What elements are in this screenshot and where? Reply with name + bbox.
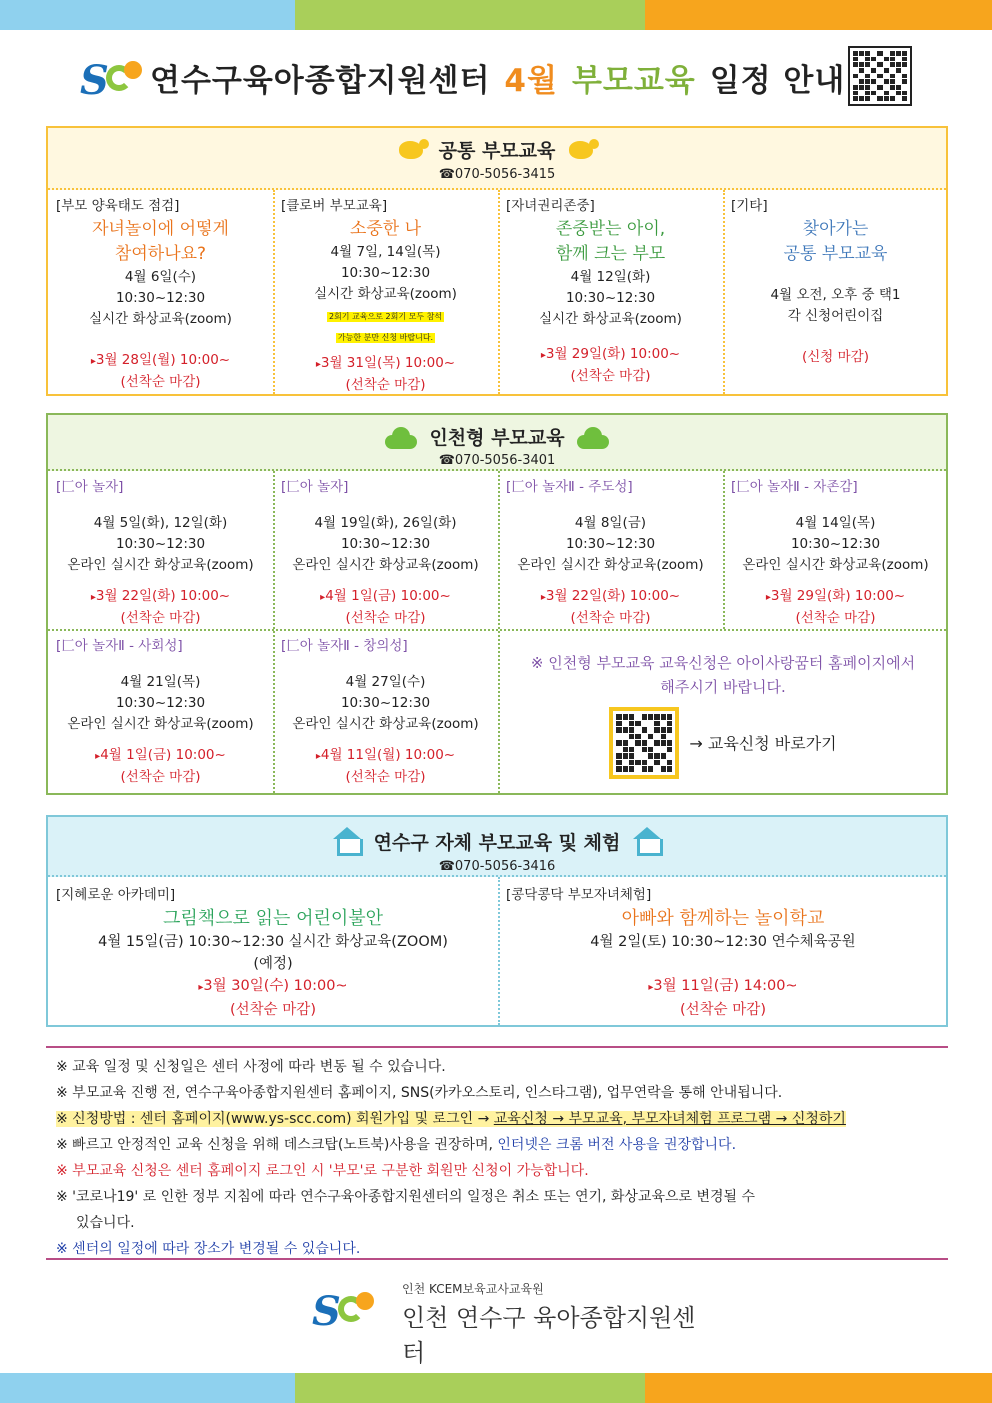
notice-line: ※ 부모교육 진행 전, 연수구육아종합지원센터 홈페이지, SNS(카카오스토리, 인스타그램), 업무연락을 통해 안내됩니다.: [56, 1085, 783, 1101]
incheon-parent-education-section: [46, 413, 948, 795]
program-card: [匚아 놀자Ⅱ - 창의성] 4월 27일(수) 10:30~12:30 온라인 실시간 화상교육(zoom) ▸4월 11일(월) 10:00~ (선착순 마감): [281, 638, 479, 785]
notice-line: ※ 빠르고 안정적인 교육 신청을 위해 데스크탑(노트북)사용을 권장하며, 인터넷은 크롬 버전 사용을 권장합니다.: [56, 1137, 737, 1153]
incheon-notice: ※ 인천형 부모교육 교육신청은 아이사랑꿈터 홈페이지에서 해주시기 바랍니다. → 교육신청 바로가기: [500, 651, 946, 791]
notice-line: ※ 교육 일정 및 신청일은 센터 사정에 따라 변동 될 수 있습니다.: [56, 1059, 446, 1075]
section-phone: ☎070-5056-3401: [438, 452, 556, 468]
cloud-icon: [383, 425, 419, 449]
house-icon: [330, 827, 364, 855]
notice-line: 있습니다.: [76, 1215, 135, 1231]
notice-line: ※ 신청방법 : 센터 홈페이지(www.ys-scc.com) 회원가입 및 로그인 → 교육신청 → 부모교육, 부모자녀체험 프로그램 → 신청하기: [56, 1111, 846, 1127]
notice-line: ※ 센터의 일정에 따라 장소가 변경될 수 있습니다.: [56, 1241, 361, 1257]
notice-line: ※ '코로나19' 로 인한 정부 지침에 따라 연수구육아종합지원센터의 일정은 취소 또는 연기, 화상교육으로 변경될 수: [56, 1189, 756, 1205]
program-card: [기타] 찾아가는 공통 부모교육 4월 오전, 오후 중 택1 각 신청어린이집 (신청 마감): [731, 198, 901, 365]
program-card: [匚아 놀자Ⅱ - 사회성] 4월 21일(목) 10:30~12:30 온라인 실시간 화상교육(zoom) ▸4월 1일(금) 10:00~ (선착순 마감): [56, 638, 254, 785]
program-card: [부모 양육태도 점검] 자녀놀이에 어떻게 참여하나요? 4월 6일(수) 10:30~12:30 실시간 화상교육(zoom) ▸3월 28일(월) 10:00~ (선착순 마감): [56, 198, 232, 390]
apply-shortcut-link[interactable]: → 교육신청 바로가기: [689, 733, 837, 753]
notice-line: ※ 부모교육 신청은 센터 홈페이지 로그인 시 '부모'로 구분한 회원만 신청이 가능합니다.: [56, 1163, 589, 1179]
section-title: 인천형 부모교육: [383, 423, 610, 450]
program-card: [콩닥콩닥 부모자녀체험] 아빠와 함께하는 놀이학교 4월 2일(토) 10:30~12:30 연수체육공원 ▸3월 11일(금) 14:00~ (선착순 마감): [506, 887, 856, 1018]
house-icon: [630, 827, 664, 855]
incheon-qr-frame[interactable]: [609, 707, 679, 779]
common-parent-education-section: [46, 126, 948, 396]
cloud-icon: [575, 425, 611, 449]
program-card: [匚아 놀자Ⅱ - 주도성] 4월 8일(금) 10:30~12:30 온라인 실시간 화상교육(zoom) ▸3월 22일(화) 10:00~ (선착순 마감): [506, 479, 704, 626]
qr-code-icon[interactable]: [613, 711, 675, 775]
section-title: 공통 부모교육: [395, 136, 600, 163]
program-card: [클로버 부모교육] 소중한 나 4월 7일, 14일(목) 10:30~12:30 실시간 화상교육(zoom) 2회기 교육으로 2회기 모두 참석 가능한 분만 신청 바랍니다. ▸3월 31일(목) 10:00~ (선착순 마감): [281, 198, 457, 393]
bird-icon: [395, 137, 429, 163]
center-logo-icon: S: [80, 53, 150, 101]
bottom-color-stripe: [0, 1373, 992, 1403]
section-phone: ☎070-5056-3415: [438, 166, 556, 182]
page-header: [80, 46, 920, 108]
program-card: [匚아 놀자] 4월 19일(화), 26일(화) 10:30~12:30 온라인 실시간 화상교육(zoom) ▸4월 1일(금) 10:00~ (선착순 마감): [281, 479, 479, 626]
footer: S 인천 KCEM보육교사교육원 인천 연수구 육아종합지원센터: [312, 1282, 696, 1367]
center-logo-icon: S: [312, 1284, 376, 1332]
top-color-stripe: [0, 0, 992, 30]
bird-icon: [565, 137, 599, 163]
program-card: [자녀권리존중] 존중받는 아이, 함께 크는 부모 4월 12일(화) 10:30~12:30 실시간 화상교육(zoom) ▸3월 29일(화) 10:00~ (선착순 마감): [506, 198, 682, 384]
page-title: 연수구육아종합지원센터 4월 부모교육 일정 안내: [150, 62, 846, 99]
notice-box: [46, 1046, 948, 1260]
program-card: [지혜로운 아카데미] 그림책으로 읽는 어린이불안 4월 15일(금) 10:30~12:30 실시간 화상교육(ZOOM) (예정) ▸3월 30일(수) 10:00~ (선착순 마감): [56, 887, 448, 1018]
section-title: 연수구 자체 부모교육 및 체험: [330, 827, 665, 855]
program-card: [匚아 놀자Ⅱ - 자존감] 4월 14일(목) 10:30~12:30 온라인 실시간 화상교육(zoom) ▸3월 29일(화) 10:00~ (선착순 마감): [731, 479, 929, 626]
qr-code-icon[interactable]: [848, 46, 912, 106]
yeonsu-parent-education-section: [46, 815, 948, 1027]
section-phone: ☎070-5056-3416: [438, 859, 556, 874]
program-card: [匚아 놀자] 4월 5일(화), 12일(화) 10:30~12:30 온라인 실시간 화상교육(zoom) ▸3월 22일(화) 10:00~ (선착순 마감): [56, 479, 254, 626]
